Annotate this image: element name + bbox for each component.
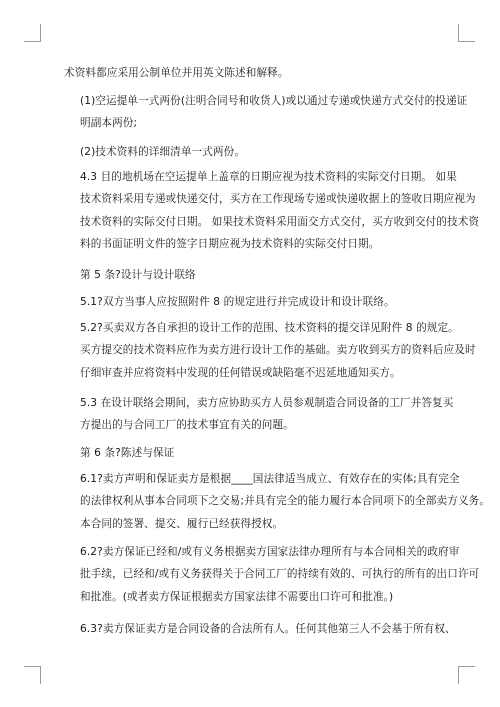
- text-line: 方提出的与合同工厂的技术事宜有关的问题。: [80, 419, 294, 432]
- text-line: 第 5 条?设计与设计联络: [80, 269, 196, 281]
- paragraph: [64, 618, 456, 640]
- text-line: 技术资料的实际交付日期。 如果技术资料采用面交方式交付，买方收到交付的技术资: [80, 215, 480, 228]
- text-line: 6.3?卖方保证卖方是合同设备的合法所有人。任何其他第三人不会基于所有权、: [80, 623, 456, 635]
- text-line: 4.3 目的地机场在空运提单上盖章的日期应视为技术资料的实际交付日期。 如果: [80, 171, 457, 183]
- crop-mark-top-left: [24, 41, 41, 42]
- text-line: 第 6 条?陈述与保证: [80, 447, 175, 459]
- paragraph: [64, 90, 468, 135]
- text-line: 6.2?卖方保证已经和/或有义务根据卖方国家法律办理所有与本合同相关的政府审: [80, 546, 460, 558]
- paragraph: [64, 62, 440, 84]
- paragraph: [64, 317, 476, 384]
- crop-mark-top-right: [458, 24, 459, 42]
- text-line: 6.1?卖方声明和保证卖方是根据____国法律适当成立、有效存在的实体;具有完全: [80, 473, 460, 485]
- section-heading: [64, 442, 440, 464]
- paragraph: [64, 141, 440, 163]
- text-line: (1)空运提单一式两份(注明合同号和收货人)或以通过专递或快递方式交付的投递证: [80, 95, 468, 107]
- section-heading: [64, 264, 440, 286]
- crop-mark-top-right: [458, 41, 475, 42]
- text-line: 明副本两份;: [80, 117, 138, 130]
- crop-mark-bottom-right: [458, 666, 459, 684]
- text-line: 仔细审查并应将资料中发现的任何错误或缺陷毫不迟延地通知买方。: [80, 366, 401, 379]
- crop-mark-bottom-right: [458, 666, 475, 667]
- text-line: 的法律权利从事本合同项下之交易;并具有完全的能力履行本合同项下的全部卖方义务。: [80, 495, 491, 508]
- paragraph: [64, 291, 440, 313]
- paragraph: [64, 392, 454, 437]
- text-line: 术资料都应采用公制单位并用英文陈述和解释。: [64, 67, 289, 79]
- text-line: 和批准。(或者卖方保证根据卖方国家法律不需要出口许可和批准。): [80, 590, 394, 603]
- text-line: 5.1?双方当事人应按照附件 8 的规定进行并完成设计和设计联络。: [80, 296, 395, 308]
- text-line: 本合同的签署、提交、履行已经获得授权。: [80, 517, 284, 530]
- paragraph: [64, 166, 480, 256]
- text-line: 批手续，已经和/或有义务获得关于合同工厂的持续有效的、可执行的所有的出口许可: [80, 568, 480, 581]
- text-line: 5.2?买卖双方各自承担的设计工作的范围、技术资料的提交详见附件 8 的规定。: [80, 322, 459, 334]
- text-line: 料的书面证明文件的签字日期应视为技术资料的实际交付日期。: [80, 238, 380, 251]
- text-line: 技术资料采用专递或快递交付，买方在工作现场专递或快递收据上的签收日期应视为: [80, 193, 476, 206]
- crop-mark-top-left: [40, 24, 41, 42]
- crop-mark-bottom-left: [40, 666, 41, 684]
- text-line: 买方提交的技术资料应作为卖方进行设计工作的基础。卖方收到买方的资料后应及时: [80, 344, 476, 357]
- paragraph: [64, 541, 480, 608]
- paragraph: [64, 468, 491, 535]
- text-line: 5.3 在设计联络会期间，卖方应协助买方人员参观制造合同设备的工厂并答复买: [80, 397, 454, 409]
- crop-mark-bottom-left: [24, 666, 41, 667]
- text-line: (2)技术资料的详细清单一式两份。: [80, 146, 246, 158]
